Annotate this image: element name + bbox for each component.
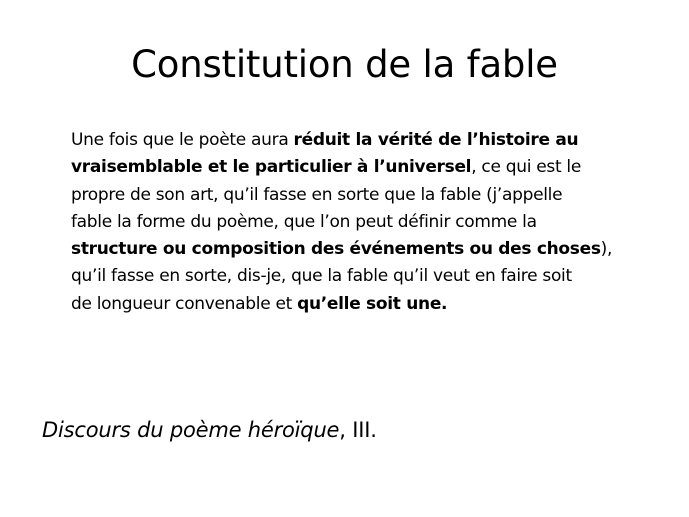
- source-citation: [42, 415, 377, 445]
- paragraph-line-1: [71, 127, 661, 154]
- citation-section: , III.: [339, 418, 377, 442]
- paragraph-line-7: [71, 291, 661, 318]
- text-run: Une fois que le poète aura: [71, 130, 294, 150]
- bold-run: structure ou composition des événements ou des choses: [71, 239, 601, 260]
- paragraph-line-2: [71, 154, 661, 181]
- slide-title: Constitution de la fable: [131, 43, 558, 86]
- bold-run: vraisemblable et le particulier à l’universel: [71, 157, 472, 178]
- text-run: ),: [600, 239, 613, 260]
- paragraph-line-4: fable la forme du poème, que l’on peut définir comme la: [71, 211, 537, 232]
- text-run: de longueur convenable et: [71, 293, 298, 314]
- bold-run: réduit la vérité de l’histoire au: [293, 130, 579, 150]
- paragraph-line-6: qu’il fasse en sorte, dis-je, que la fable qu’il veut en faire soit: [71, 266, 572, 287]
- bold-run: qu’elle soit une.: [297, 293, 448, 314]
- text-run: , ce qui est le: [471, 157, 581, 178]
- work-title: Discours du poème héroïque: [42, 418, 340, 442]
- paragraph-line-3: propre de son art, qu’il fasse en sorte que la fable (j’appelle: [71, 184, 563, 205]
- quote-paragraph: [71, 127, 661, 318]
- paragraph-line-5: [71, 236, 661, 263]
